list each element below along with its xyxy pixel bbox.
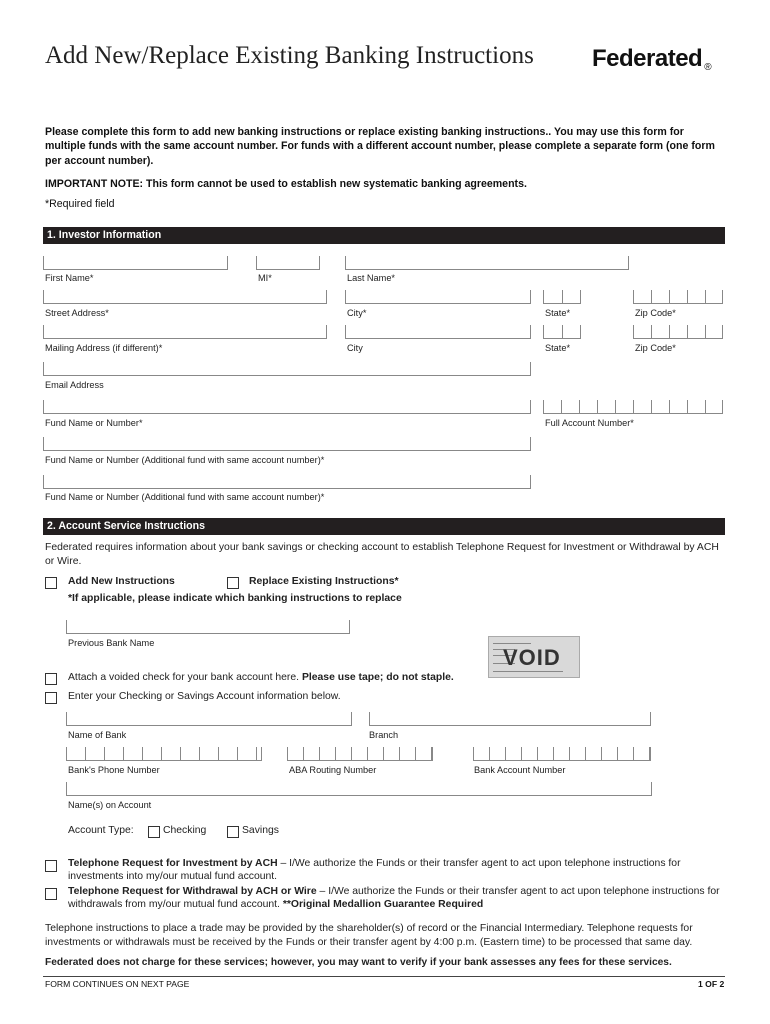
- enter-account-checkbox[interactable]: [45, 692, 57, 704]
- zip-code-field[interactable]: [633, 290, 723, 304]
- ach-investment-checkbox[interactable]: [45, 860, 57, 872]
- branch-label: Branch: [369, 730, 399, 740]
- page-number: 1 OF 2: [698, 979, 725, 989]
- street-address-label: Street Address*: [45, 308, 109, 318]
- savings-label: Savings: [242, 825, 279, 836]
- footer-divider: [43, 976, 725, 977]
- state-field[interactable]: [543, 290, 581, 304]
- if-applicable-note: *If applicable, please indicate which banking instructions to replace: [68, 593, 402, 604]
- first-name-field[interactable]: [43, 256, 228, 270]
- full-account-label: Full Account Number*: [545, 418, 634, 428]
- replace-existing-label: Replace Existing Instructions*: [249, 576, 399, 587]
- section-2-header: 2. Account Service Instructions: [43, 518, 725, 535]
- mailing-state-label: State*: [545, 343, 571, 353]
- intro-text: Please complete this form to add new banking instructions or replace existing banking instructions.. You may use this form for multiple funds with the same account number. For funds with a different account number, please complete a separate form (one form per account number).: [45, 126, 715, 167]
- last-name-label: Last Name*: [347, 273, 396, 283]
- mailing-zip-field[interactable]: [633, 325, 723, 339]
- mailing-zip-label: Zip Code*: [635, 343, 676, 353]
- wire-withdrawal-text: Telephone Request for Withdrawal by ACH or Wire – I/We authorize the Funds or their transfer agent to act upon telephone instructions for withdrawals from my/our mutual fund account. **Original Medallion Guarantee Required: [68, 886, 720, 910]
- last-name-field[interactable]: [345, 256, 629, 270]
- fund-additional-field-1[interactable]: [43, 437, 531, 451]
- bank-requirement-text: Federated requires information about your bank savings or checking account to establish Telephone Request for Investment or Withdrawal by ACH or Wire.: [45, 542, 719, 567]
- mailing-city-label: City: [347, 343, 363, 353]
- bank-account-label: Bank Account Number: [474, 765, 566, 775]
- email-field[interactable]: [43, 362, 531, 376]
- ach-investment-text: Telephone Request for Investment by ACH – I/We authorize the Funds or their transfer agent to act upon telephone instructions for investments into my/our mutual fund account.: [68, 858, 681, 882]
- bank-phone-label: Bank's Phone Number: [68, 765, 160, 775]
- void-stamp: VOID: [503, 645, 561, 670]
- section-1-header: 1. Investor Information: [43, 227, 725, 244]
- federated-logo: [592, 45, 711, 73]
- telephone-instructions-text: Telephone instructions to place a trade may be provided by the shareholder(s) of record or the Financial Intermediary. Telephone requests for investments or withdrawals must be received by the Funds or their transfer agent by 4:00 p.m. (Eastern time) to be processed that same day.: [45, 923, 693, 948]
- enter-account-label: Enter your Checking or Savings Account information below.: [68, 691, 341, 702]
- replace-existing-checkbox[interactable]: [227, 577, 239, 589]
- bank-name-field[interactable]: [66, 712, 352, 726]
- page-title: Add New/Replace Existing Banking Instructions: [45, 42, 534, 69]
- voided-check-image: [488, 636, 580, 678]
- previous-bank-label: Previous Bank Name: [68, 638, 155, 648]
- mailing-address-field[interactable]: [43, 325, 327, 339]
- zip-code-label: Zip Code*: [635, 308, 676, 318]
- important-note: IMPORTANT NOTE: This form cannot be used to establish new systematic banking agreements.: [45, 178, 527, 190]
- savings-checkbox[interactable]: [227, 826, 239, 838]
- checking-checkbox[interactable]: [148, 826, 160, 838]
- full-account-number-field[interactable]: [543, 400, 723, 414]
- state-label: State*: [545, 308, 571, 318]
- fund-additional-field-2[interactable]: [43, 475, 531, 489]
- attach-check-label: Attach a voided check for your bank account here. Please use tape; do not staple.: [68, 672, 454, 683]
- city-field[interactable]: [345, 290, 531, 304]
- mi-label: MI*: [258, 273, 272, 283]
- names-on-account-field[interactable]: [66, 782, 652, 796]
- required-field-note: *Required field: [45, 198, 115, 210]
- add-new-label: Add New Instructions: [68, 576, 175, 587]
- mailing-state-field[interactable]: [543, 325, 581, 339]
- email-label: Email Address: [45, 380, 104, 390]
- fund-name-field[interactable]: [43, 400, 531, 414]
- street-address-field[interactable]: [43, 290, 327, 304]
- first-name-label: First Name*: [45, 273, 94, 283]
- registered-mark: ®: [704, 62, 712, 73]
- form-continues: FORM CONTINUES ON NEXT PAGE: [45, 979, 190, 989]
- checking-label: Checking: [163, 825, 207, 836]
- wire-withdrawal-checkbox[interactable]: [45, 888, 57, 900]
- city-label: City*: [347, 308, 367, 318]
- bank-phone-field[interactable]: [66, 747, 262, 761]
- account-type-label: Account Type:: [68, 825, 134, 836]
- fund-additional-label-2: Fund Name or Number (Additional fund with same account number)*: [45, 492, 325, 502]
- aba-routing-label: ABA Routing Number: [289, 765, 377, 775]
- fund-additional-label-1: Fund Name or Number (Additional fund with same account number)*: [45, 455, 325, 465]
- aba-routing-field[interactable]: [287, 747, 433, 761]
- mailing-city-field[interactable]: [345, 325, 531, 339]
- add-new-checkbox[interactable]: [45, 577, 57, 589]
- names-on-account-label: Name(s) on Account: [68, 800, 152, 810]
- mailing-address-label: Mailing Address (if different)*: [45, 343, 163, 353]
- no-charge-text: Federated does not charge for these services; however, you may want to verify if your bank assesses any fees for these services.: [45, 957, 672, 968]
- branch-field[interactable]: [369, 712, 651, 726]
- logo-text: Federated: [592, 45, 703, 72]
- bank-account-field[interactable]: [473, 747, 651, 761]
- attach-check-checkbox[interactable]: [45, 673, 57, 685]
- previous-bank-field[interactable]: [66, 620, 350, 634]
- bank-name-label: Name of Bank: [68, 730, 127, 740]
- mi-field[interactable]: [256, 256, 320, 270]
- fund-name-label: Fund Name or Number*: [45, 418, 143, 428]
